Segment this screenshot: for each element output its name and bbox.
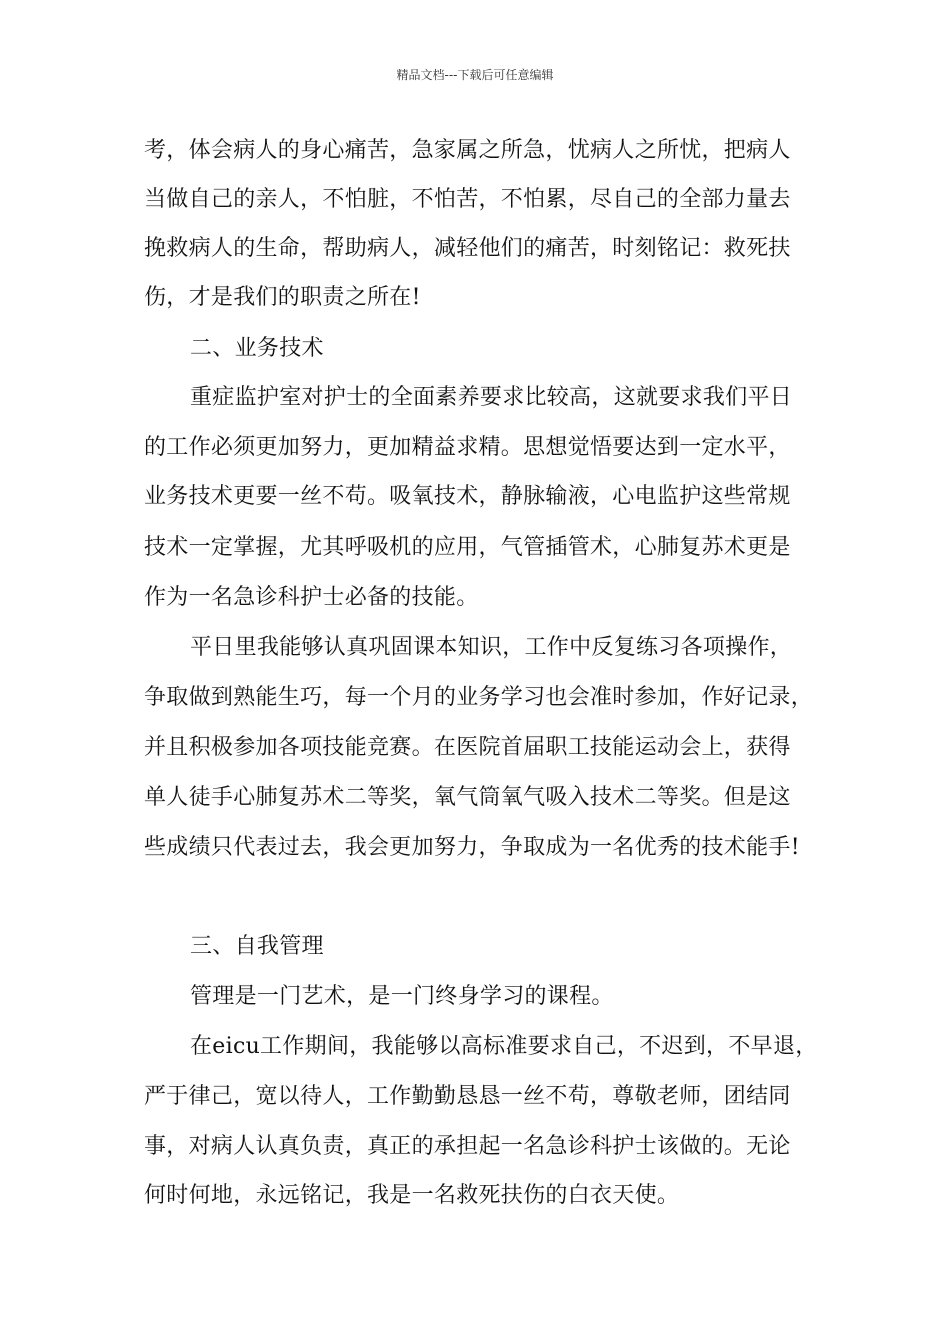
text-line: 管理是一门艺术，是一门终身学习的课程。 xyxy=(190,984,614,1009)
text-line: 单人徒手心肺复苏术二等奖，氧气筒氧气吸入技术二等奖。但是这 xyxy=(144,785,791,810)
section-heading: 三、自我管理 xyxy=(190,934,324,959)
page-header: 精品文档---下载后可任意编辑 xyxy=(396,68,554,82)
text-line: 作为一名急诊科护士必备的技能。 xyxy=(144,585,479,610)
text-line: 技术一定掌握，尤其呼吸机的应用，气管插管术，心肺复苏术更是 xyxy=(144,535,791,560)
text-line: 争取做到熟能生巧，每一个月的业务学习也会准时参加，作好记录， xyxy=(144,685,814,710)
text-line: 事，对病人认真负责，真正的承担起一名急诊科护士该做的。无论 xyxy=(144,1134,791,1159)
text-line: 并且积极参加各项技能竞赛。在医院首届职工技能运动会上，获得 xyxy=(144,735,791,760)
section-heading: 二、业务技术 xyxy=(190,336,324,361)
text-line: 业务技术更要一丝不苟。吸氧技术，静脉输液，心电监护这些常规 xyxy=(144,484,791,509)
text-line: 挽救病人的生命，帮助病人，减轻他们的痛苦，时刻铭记：救死扶 xyxy=(144,236,791,261)
text-line: 重症监护室对护士的全面素养要求比较高，这就要求我们平日 xyxy=(190,385,793,410)
text-line: 在eicu工作期间，我能够以高标准要求自己，不迟到，不早退， xyxy=(190,1034,818,1059)
text-line: 伤，才是我们的职责之所在! xyxy=(144,285,421,310)
text-line: 平日里我能够认真巩固课本知识，工作中反复练习各项操作， xyxy=(190,635,793,660)
text-line: 严于律己，宽以待人，工作勤勤恳恳一丝不苟，尊敬老师，团结同 xyxy=(144,1084,791,1109)
text-line: 何时何地，永远铭记，我是一名救死扶伤的白衣天使。 xyxy=(144,1183,680,1208)
text-line: 的工作必须更加努力，更加精益求精。思想觉悟要达到一定水平， xyxy=(144,435,791,460)
text-line: 些成绩只代表过去，我会更加努力，争取成为一名优秀的技术能手! xyxy=(144,835,800,860)
text-line: 考，体会病人的身心痛苦，急家属之所急，忧病人之所忧，把病人 xyxy=(144,138,791,163)
text-line: 当做自己的亲人，不怕脏，不怕苦，不怕累，尽自己的全部力量去 xyxy=(144,187,791,212)
